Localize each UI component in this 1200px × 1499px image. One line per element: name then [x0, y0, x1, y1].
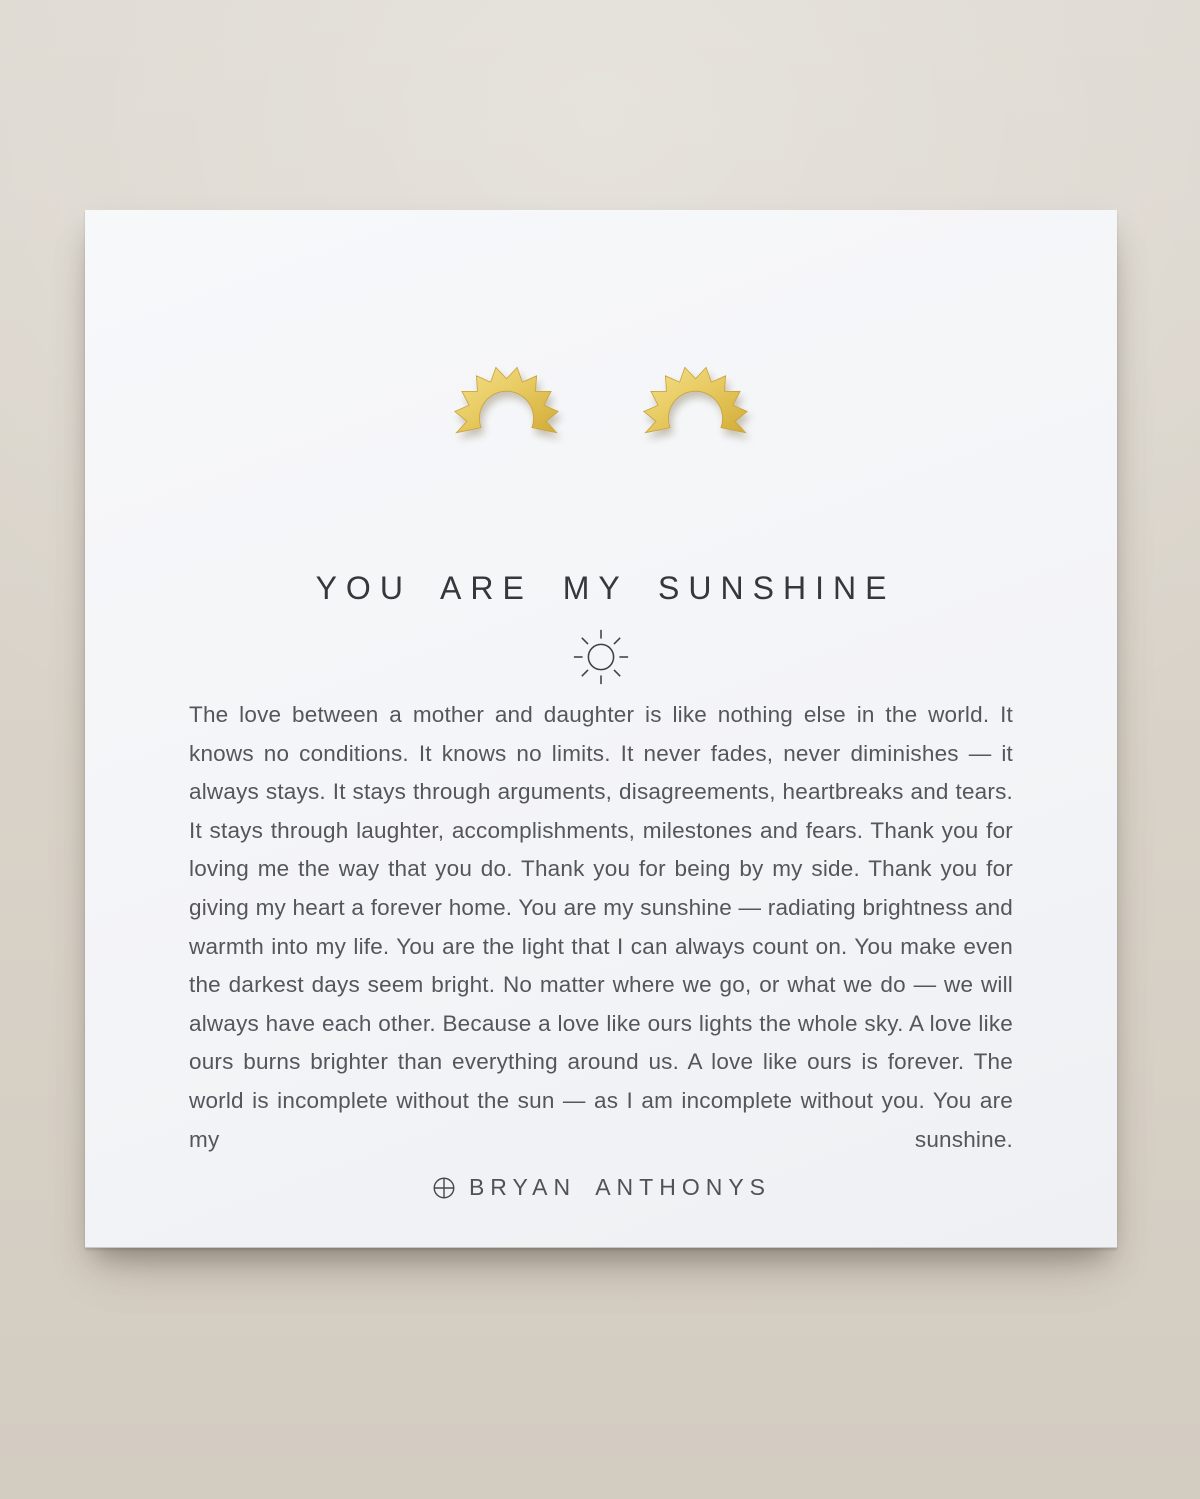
card-title: YOU ARE MY SUNSHINE	[315, 570, 896, 606]
message-text: The love between a mother and daughter is like nothing else in the world. It knows no conditions. It knows no limits. It never fades, never diminishes — it always stays. It stays through arguments, disagreements, heartbreaks and tears. It stays through laughter, accomplishments, milestones and fears. Thank you for loving me the way that you do. Thank you for being by my side. Thank you for giving my heart a forever home. You are my sunshine — radiating brightness and warmth into my life. You are the light that I can always count on. You make even the darkest days seem bright. No matter where we go, or what we do — we will always have each other. Because a love like ours lights the whole sky. A love like ours burns brighter than everything around us. A love like ours is forever. The world is incomplete without the sun — as I am incomplete without you. You are my sunshine.	[189, 702, 1013, 1152]
sun-line-icon	[570, 626, 632, 688]
brand-logo	[85, 1174, 1117, 1201]
sun-earring-right-icon	[639, 360, 752, 435]
brand-crosshair-circle-icon	[431, 1175, 457, 1201]
brand-name: BRYAN ANTHONYS	[468, 1174, 772, 1200]
sun-earring-left-icon	[450, 360, 563, 435]
message-card	[85, 210, 1117, 1248]
sun-icon-wrap	[85, 626, 1117, 688]
earrings-pair	[85, 360, 1117, 435]
